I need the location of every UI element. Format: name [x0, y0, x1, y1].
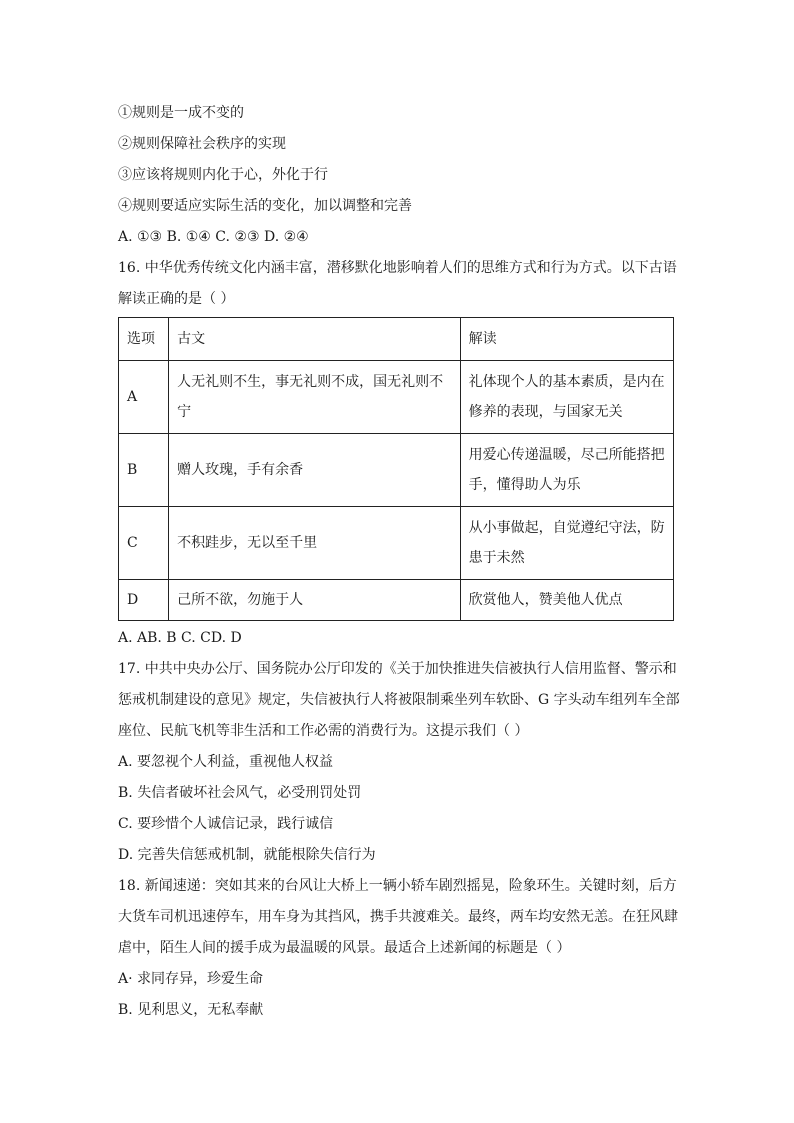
row-option: A — [119, 361, 169, 434]
row-interp-line1: 从小事做起，自觉遵纪守法，防 — [468, 520, 665, 536]
q18-stem-line1: 18. 新闻速递：突如其来的台风让大桥上一辆小轿车剧烈摇晃，险象环生。关键时刻，后方 — [118, 878, 677, 894]
q17-stem-line2: 惩戒机制建设的意见》规定，失信被执行人将被限制乘坐列车软卧、G 字头动车组列车全部 — [118, 692, 680, 708]
q17-option-d: D. 完善失信惩戒机制，就能根除失信行为 — [118, 847, 376, 863]
q15-statement-3: ③应该将规则内化于心，外化于行 — [118, 167, 328, 183]
q16-table — [118, 317, 674, 621]
q16-options: A. AB. B C. CD. D — [118, 630, 242, 646]
header-interp: 解读 — [460, 318, 673, 361]
table-header-row — [119, 318, 674, 361]
row-interp-line1: 礼体现个人的基本素质，是内在 — [468, 374, 665, 390]
q18-stem-line2: 大货车司机迅速停车，用车身为其挡风，携手共渡难关。最终，两车均安然无恙。在狂风肆 — [118, 909, 678, 925]
row-text: 人无礼则不生，事无礼则不成，国无礼则不宁 — [169, 361, 461, 434]
q17-option-a: A. 要忽视个人利益，重视他人权益 — [118, 754, 334, 770]
row-interp: 欣赏他人，赞美他人优点 — [460, 580, 673, 621]
row-interp — [460, 361, 673, 434]
row-interp-line1: 用爱心传递温暖，尽己所能搭把 — [468, 447, 665, 463]
row-text: 己所不欲，勿施于人 — [169, 580, 461, 621]
row-option: B — [119, 434, 169, 507]
row-interp-line2: 患于未然 — [468, 550, 525, 566]
q17-stem-line3: 座位、民航飞机等非生活和工作必需的消费行为。这提示我们（ ） — [118, 723, 529, 739]
row-option: D — [119, 580, 169, 621]
q15-statement-1: ①规则是一成不变的 — [118, 105, 244, 121]
header-text: 古文 — [169, 318, 461, 361]
q17-stem-line1: 17. 中共中央办公厅、国务院办公厅印发的《关于加快推进失信被执行人信用监督、警示和 — [118, 661, 677, 677]
table-row — [119, 507, 674, 580]
table-row — [119, 580, 674, 621]
q15-options: A. ①③ B. ①④ C. ②③ D. ②④ — [118, 229, 309, 245]
q16-stem-line2: 解读正确的是（ ） — [118, 291, 235, 307]
row-interp-line2: 手，懂得助人为乐 — [468, 477, 581, 493]
q18-option-a: A· 求同存异，珍爱生命 — [118, 971, 264, 987]
row-text: 赠人玫瑰，手有余香 — [169, 434, 461, 507]
q18-option-b: B. 见利思义，无私奉献 — [118, 1002, 264, 1018]
q18-stem-line3: 虐中，陌生人间的援手成为最温暖的风景。最适合上述新闻的标题是（ ） — [118, 940, 571, 956]
header-option: 选项 — [119, 318, 169, 361]
q17-option-b: B. 失信者破坏社会风气，必受刑罚处罚 — [118, 785, 362, 801]
row-interp — [460, 434, 673, 507]
q15-statement-4: ④规则要适应实际生活的变化，加以调整和完善 — [118, 198, 412, 214]
row-text: 不积跬步，无以至千里 — [169, 507, 461, 580]
q15-statements — [118, 98, 678, 222]
exam-page — [118, 98, 678, 1026]
q17-option-c: C. 要珍惜个人诚信记录，践行诚信 — [118, 816, 334, 832]
row-interp-line2: 修养的表现，与国家无关 — [468, 404, 623, 420]
row-interp — [460, 507, 673, 580]
q16-stem-line1: 16. 中华优秀传统文化内涵丰富，潜移默化地影响着人们的思维方式和行为方式。以下古语 — [118, 260, 677, 276]
row-option: C — [119, 507, 169, 580]
table-row — [119, 434, 674, 507]
q15-statement-2: ②规则保障社会秩序的实现 — [118, 136, 286, 152]
table-row — [119, 361, 674, 434]
